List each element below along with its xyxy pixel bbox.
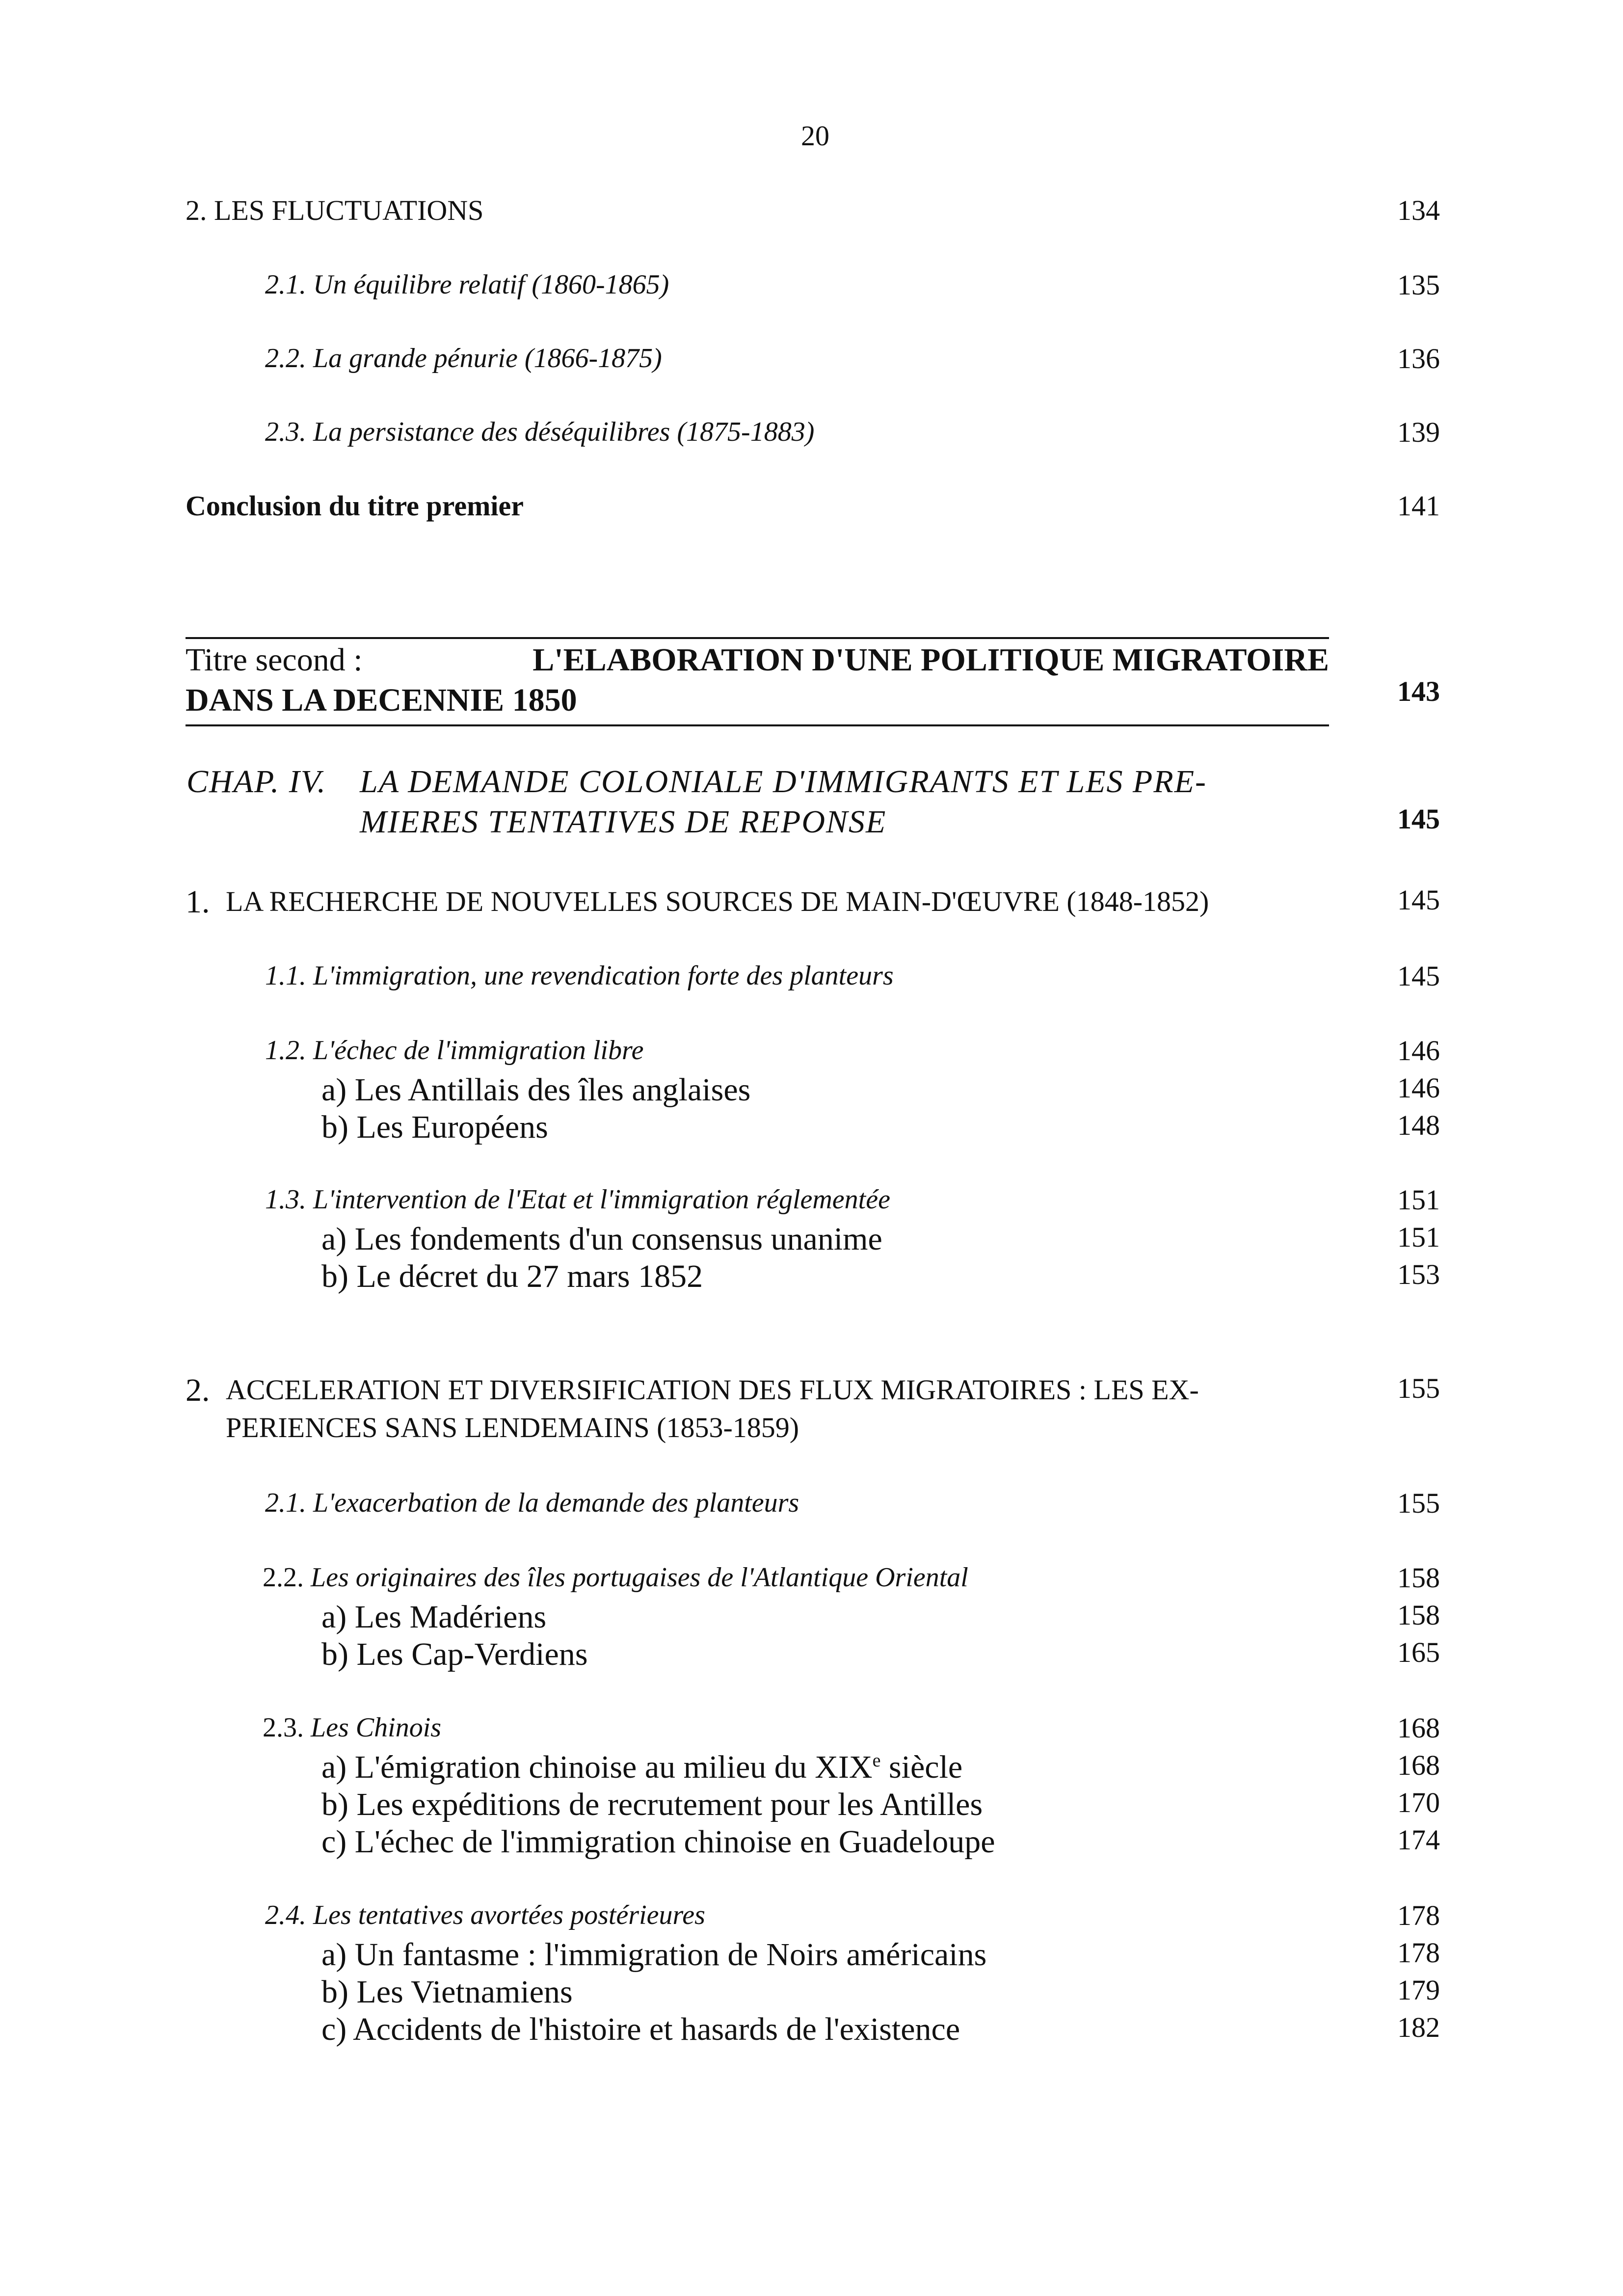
toc-entry-page: 155 [1397,1487,1440,1519]
toc-entry-label [263,1564,968,1591]
toc-entry-label [263,1714,441,1741]
titre-rule-bottom [186,724,1329,726]
toc-entry-number: 2.3. [263,1712,304,1743]
toc-entry-number: 2.2. [263,1562,304,1593]
chapter-title-line2: MIERES TENTATIVES DE REPONSE [360,804,887,840]
toc-entry-label: 2.1. Un équilibre relatif (1860-1865) [265,269,669,300]
toc-entry-page: 168 [1397,1749,1440,1781]
toc-entry-label: b) Les expéditions de recrutement pour les Antilles [321,1787,983,1822]
toc-entry-text: Les Chinois [311,1712,442,1743]
toc-entry-text: ACCELERATION ET DIVERSIFICATION DES FLUX MIGRATOIRES : LES EX- [226,1374,1199,1406]
page-number: 20 [801,120,829,152]
toc-entry-page: 158 [1397,1599,1440,1631]
toc-entry-label: 2.1. L'exacerbation de la demande des planteurs [265,1488,799,1518]
toc-entry-label: c) Accidents de l'histoire et hasards de l'existence [321,2011,960,2047]
toc-entry-page: 151 [1397,1221,1440,1253]
toc-entry-page: 134 [1397,194,1440,226]
toc-entry-label: a) Un fantasme : l'immigration de Noirs américains [321,1937,987,1973]
toc-entry-label: 2. LES FLUCTUATIONS [186,194,484,226]
toc-entry-page: 158 [1397,1562,1440,1594]
toc-entry-page: 136 [1397,343,1440,374]
toc-entry-label: 2.3. La persistance des déséquilibres (1875-1883) [265,417,815,447]
toc-entry-label: LA RECHERCHE DE NOUVELLES SOURCES DE MAIN-D'ŒUVRE (1848-1852) [226,885,1209,917]
toc-entry-page: 145 [1397,884,1440,916]
toc-entry-label: b) Les Vietnamiens [321,1974,573,2010]
toc-entry-label-line2: PERIENCES SANS LENDEMAINS (1853-1859) [226,1412,799,1443]
titre-heading-line1: L'ELABORATION D'UNE POLITIQUE MIGRATOIRE [532,642,1329,678]
superscript: e [872,1750,881,1771]
toc-entry-label: 1.2. L'échec de l'immigration libre [265,1035,644,1066]
toc-entry-page: 178 [1397,1937,1440,1969]
toc-entry-text: a) L'émigration chinoise au milieu du XIX [321,1749,873,1785]
toc-entry-label: a) Les Madériens [321,1599,547,1635]
toc-entry-page: 139 [1397,416,1440,448]
toc-entry-page: 170 [1397,1787,1440,1818]
titre-page: 143 [1397,675,1440,707]
titre-rule-top [186,637,1329,639]
toc-entry-page: 168 [1397,1712,1440,1744]
toc-entry-page: 155 [1397,1372,1440,1404]
toc-entry-label: b) Le décret du 27 mars 1852 [321,1258,703,1294]
toc-entry-label: b) Les Européens [321,1109,548,1145]
toc-entry-label: a) Les Antillais des îles anglaises [321,1072,751,1108]
chapter-number: CHAP. IV. [186,764,327,800]
toc-entry-page: 179 [1397,1974,1440,2006]
toc-entry-page: 146 [1397,1072,1440,1104]
chapter-title-line1 [360,766,1327,798]
toc-entry-page: 182 [1397,2011,1440,2043]
chapter-page: 145 [1397,803,1440,835]
toc-entry-page: 148 [1397,1109,1440,1141]
toc-entry-page: 174 [1397,1824,1440,1856]
titre-heading-line2: DANS LA DECENNIE 1850 [186,682,577,718]
toc-entry-label: a) Les fondements d'un consensus unanime [321,1221,882,1257]
toc-entry-label [321,1751,962,1784]
toc-entry-number: 1. [186,884,210,920]
toc-entry-page: 165 [1397,1636,1440,1668]
conclusion-page: 141 [1397,490,1440,522]
toc-entry-page: 178 [1397,1899,1440,1931]
toc-entry-text: Les originaires des îles portugaises de l'Atlantique Oriental [311,1562,968,1593]
toc-entry-number: 2. [186,1372,210,1408]
toc-entry-page: 145 [1397,960,1440,992]
toc-entry-label: 1.1. L'immigration, une revendication forte des planteurs [265,961,894,991]
toc-entry-label: c) L'échec de l'immigration chinoise en Guadeloupe [321,1824,995,1860]
toc-entry-page: 135 [1397,269,1440,301]
titre-line1 [186,644,1329,676]
conclusion-label: Conclusion du titre premier [186,490,524,522]
toc-entry-label: 1.3. L'intervention de l'Etat et l'immigration réglementée [265,1184,890,1215]
toc-entry-label: 2.4. Les tentatives avortées postérieures [265,1900,705,1930]
toc-entry-label-line1 [226,1376,1325,1404]
chapter-title-text: LA DEMANDE COLONIALE D'IMMIGRANTS ET LES PRE- [360,764,1207,800]
toc-entry-label: 2.2. La grande pénurie (1866-1875) [265,343,662,374]
titre-prefix: Titre second : [186,642,363,678]
toc-entry-label: b) Les Cap-Verdiens [321,1636,588,1672]
toc-entry-page: 153 [1397,1258,1440,1290]
toc-entry-page: 151 [1397,1184,1440,1216]
toc-entry-page: 146 [1397,1035,1440,1067]
toc-entry-text: siècle [880,1749,963,1785]
